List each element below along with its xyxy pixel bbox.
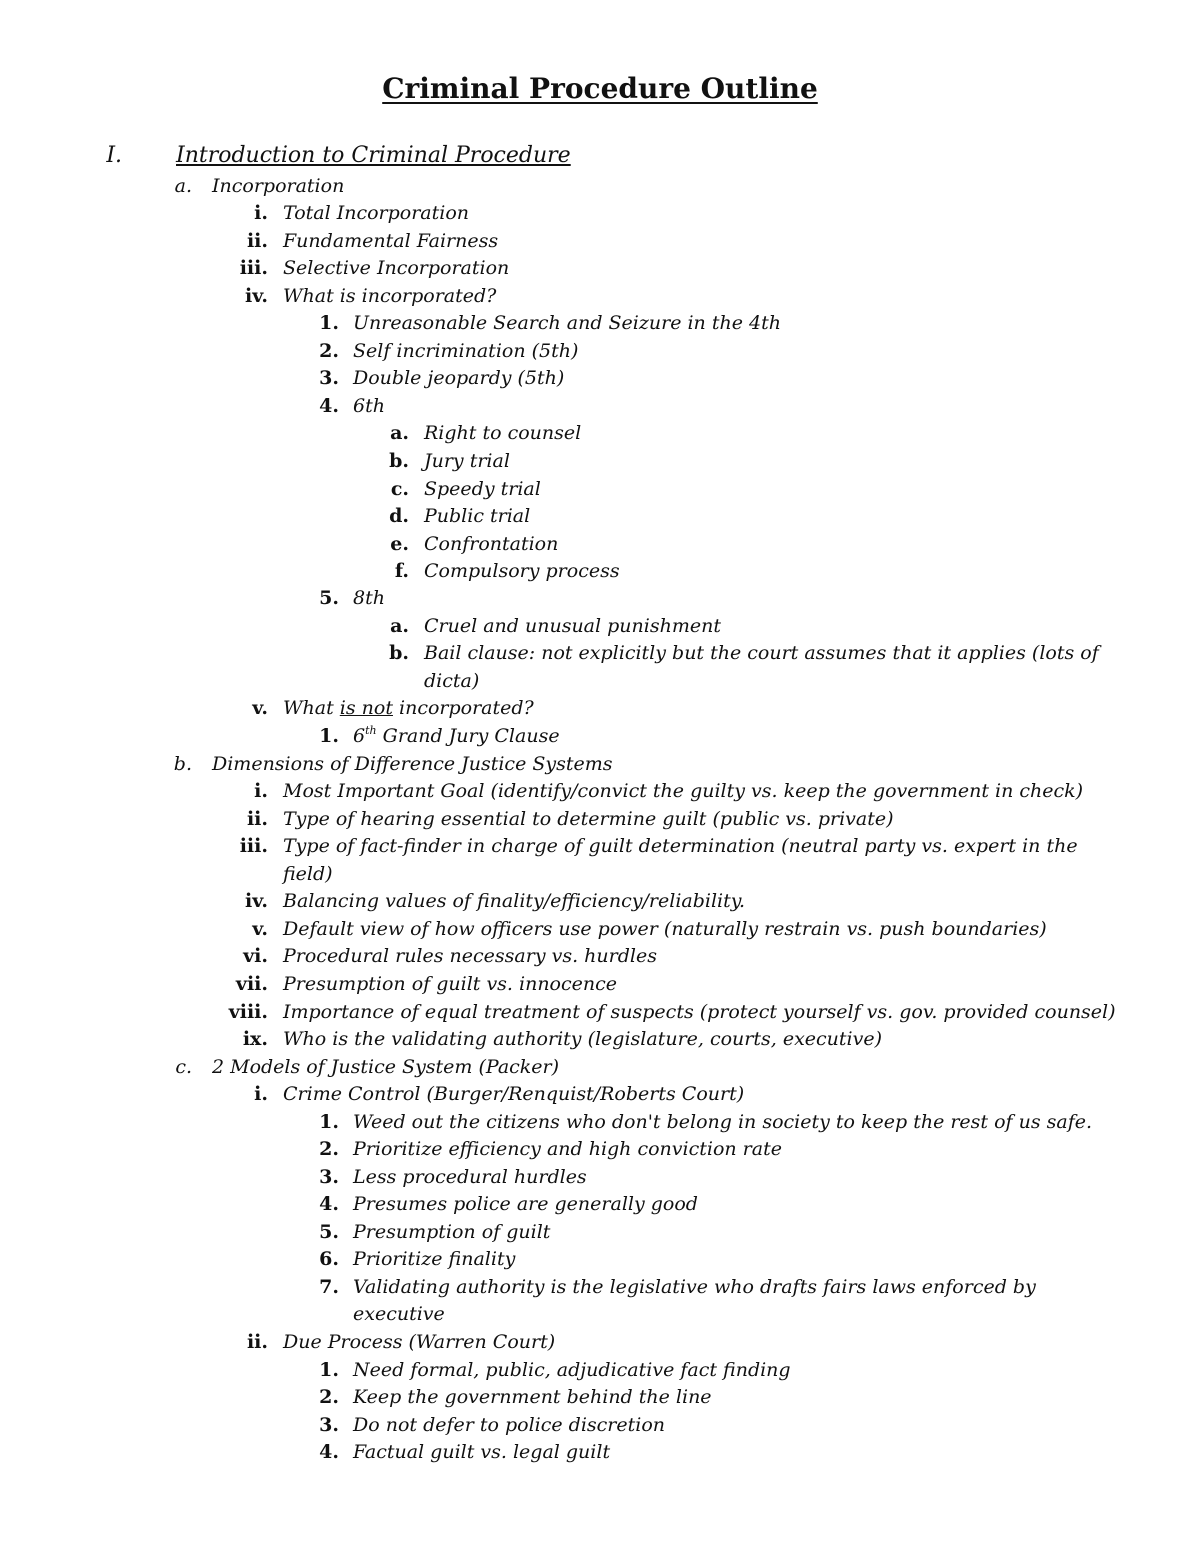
outline-item-b-ix bbox=[0, 1026, 1200, 1056]
outline-item-b-viii bbox=[0, 999, 1200, 1029]
outline-marker: 2. bbox=[319, 1386, 339, 1408]
outline-text: Double jeopardy (5th) bbox=[353, 367, 565, 389]
outline-item-a-iv-4-e bbox=[0, 531, 1200, 561]
outline-marker: 1. bbox=[319, 725, 339, 747]
outline-marker: e. bbox=[390, 533, 409, 555]
outline-item-c-i-2 bbox=[0, 1136, 1200, 1166]
outline-item-a-iv-1 bbox=[0, 310, 1200, 340]
outline-text: Validating authority is the legislative who drafts fairs laws enforced by bbox=[353, 1276, 1036, 1298]
outline-text: Presumption of guilt bbox=[353, 1221, 551, 1243]
outline-text: Balancing values of finality/efficiency/reliability. bbox=[283, 890, 746, 912]
outline-item-c-i-1 bbox=[0, 1109, 1200, 1139]
outline-item-a-iv-4-b bbox=[0, 448, 1200, 478]
outline-item-a-iv-4-c bbox=[0, 476, 1200, 506]
outline-item-b-ii bbox=[0, 806, 1200, 836]
outline-item-a-i bbox=[0, 200, 1200, 230]
outline-marker: d. bbox=[389, 505, 409, 527]
outline-marker: iv. bbox=[245, 285, 268, 307]
outline-item-c-i bbox=[0, 1081, 1200, 1111]
outline-text: Cruel and unusual punishment bbox=[424, 615, 721, 637]
outline-item-continuation bbox=[0, 668, 1200, 698]
outline-marker: 3. bbox=[319, 367, 339, 389]
outline-marker: iii. bbox=[239, 257, 268, 279]
outline-marker: v. bbox=[252, 918, 268, 940]
outline-item-a-iv-5-a bbox=[0, 613, 1200, 643]
outline-marker: 5. bbox=[319, 587, 339, 609]
outline-text: Dimensions of Difference Justice Systems bbox=[212, 753, 613, 775]
outline-item-b-vii bbox=[0, 971, 1200, 1001]
outline-marker: b. bbox=[389, 642, 409, 664]
outline-text: dicta) bbox=[424, 670, 480, 692]
outline-item-c-ii-2 bbox=[0, 1384, 1200, 1414]
outline-marker: 5. bbox=[319, 1221, 339, 1243]
outline-marker: 3. bbox=[319, 1166, 339, 1188]
outline-text: Factual guilt vs. legal guilt bbox=[353, 1441, 611, 1463]
outline-text: Type of hearing essential to determine guilt (public vs. private) bbox=[283, 808, 894, 830]
outline-marker: a. bbox=[174, 175, 192, 197]
outline-text: Prioritize efficiency and high conviction rate bbox=[353, 1138, 782, 1160]
outline-item-a-iii bbox=[0, 255, 1200, 285]
outline-item-b bbox=[0, 751, 1200, 781]
outline-marker: i. bbox=[254, 1083, 268, 1105]
outline-marker: ix. bbox=[242, 1028, 268, 1050]
outline-marker: ii. bbox=[246, 808, 268, 830]
outline-item-c-i-6 bbox=[0, 1246, 1200, 1276]
outline-text: Incorporation bbox=[212, 175, 345, 197]
outline-text: Right to counsel bbox=[424, 422, 582, 444]
outline-text: 8th bbox=[353, 587, 385, 609]
outline-marker: 7. bbox=[319, 1276, 339, 1298]
outline-text: Jury trial bbox=[424, 450, 510, 472]
outline-marker: f. bbox=[394, 560, 409, 582]
outline-marker: 4. bbox=[319, 1193, 339, 1215]
superscript: th bbox=[365, 724, 377, 737]
outline-item-a-iv-4-a bbox=[0, 420, 1200, 450]
outline-text: Importance of equal treatment of suspects (protect yourself vs. gov. provided counsel) bbox=[283, 1001, 1116, 1023]
outline-marker: ii. bbox=[246, 230, 268, 252]
outline-text: Prioritize finality bbox=[353, 1248, 516, 1270]
outline-item-c-ii-3 bbox=[0, 1412, 1200, 1442]
document-title: Criminal Procedure Outline bbox=[382, 72, 818, 105]
outline-item-a-iv-4 bbox=[0, 393, 1200, 423]
outline-marker: iii. bbox=[239, 835, 268, 857]
outline-text: Most Important Goal (identify/convict the guilty vs. keep the government in check) bbox=[283, 780, 1084, 802]
outline-item-section-I bbox=[0, 142, 1200, 172]
outline-item-a-iv-4-d bbox=[0, 503, 1200, 533]
outline-marker: 6. bbox=[319, 1248, 339, 1270]
outline-marker: ii. bbox=[246, 1331, 268, 1353]
outline-text bbox=[353, 723, 560, 749]
outline-marker: I. bbox=[106, 143, 122, 168]
outline-item-continuation bbox=[0, 861, 1200, 891]
outline-item-c bbox=[0, 1054, 1200, 1084]
outline-text: Weed out the citizens who don't belong in society to keep the rest of us safe. bbox=[353, 1111, 1093, 1133]
outline-marker: 1. bbox=[319, 1111, 339, 1133]
text-part: incorporated? bbox=[392, 697, 534, 719]
outline-marker: viii. bbox=[228, 1001, 268, 1023]
outline-text: Do not defer to police discretion bbox=[353, 1414, 666, 1436]
outline-text: Bail clause: not explicitly but the court assumes that it applies (lots of bbox=[424, 642, 1099, 664]
outline-text: Unreasonable Search and Seizure in the 4th bbox=[353, 312, 781, 334]
outline-text: Total Incorporation bbox=[283, 202, 470, 224]
outline-marker: 4. bbox=[319, 1441, 339, 1463]
outline-marker: 4. bbox=[319, 395, 339, 417]
outline-marker: 2. bbox=[319, 1138, 339, 1160]
outline-item-b-iii bbox=[0, 833, 1200, 863]
text-part: What bbox=[283, 697, 340, 719]
outline-text: Who is the validating authority (legislature, courts, executive) bbox=[283, 1028, 883, 1050]
section-heading: Introduction to Criminal Procedure bbox=[176, 143, 571, 168]
outline-text: What is incorporated? bbox=[283, 285, 497, 307]
outline-text: Presumption of guilt vs. innocence bbox=[283, 973, 618, 995]
outline-item-a-iv-3 bbox=[0, 365, 1200, 395]
text-part: Grand Jury Clause bbox=[376, 725, 560, 747]
outline-marker: iv. bbox=[245, 890, 268, 912]
outline-marker: 1. bbox=[319, 1359, 339, 1381]
outline-item-a-iv-4-f bbox=[0, 558, 1200, 588]
outline-marker: 2. bbox=[319, 340, 339, 362]
outline-item-a-iv-2 bbox=[0, 338, 1200, 368]
outline-marker: v. bbox=[252, 697, 268, 719]
outline-text: Need formal, public, adjudicative fact finding bbox=[353, 1359, 791, 1381]
outline-item-c-ii bbox=[0, 1329, 1200, 1359]
outline-marker: c. bbox=[390, 478, 409, 500]
outline-text: Keep the government behind the line bbox=[353, 1386, 712, 1408]
outline-item-c-i-3 bbox=[0, 1164, 1200, 1194]
outline-item-a-iv-5-b bbox=[0, 640, 1200, 670]
outline-text: Selective Incorporation bbox=[283, 257, 510, 279]
outline-marker: i. bbox=[254, 780, 268, 802]
outline-marker: vi. bbox=[243, 945, 268, 967]
outline-item-b-v bbox=[0, 916, 1200, 946]
text-part: 6 bbox=[353, 725, 366, 747]
outline-text: field) bbox=[283, 863, 333, 885]
outline-item-a-ii bbox=[0, 228, 1200, 258]
outline-item-continuation bbox=[0, 1301, 1200, 1331]
outline-item-b-iv bbox=[0, 888, 1200, 918]
outline-text: Less procedural hurdles bbox=[353, 1166, 587, 1188]
outline-marker: 3. bbox=[319, 1414, 339, 1436]
outline-item-c-ii-4 bbox=[0, 1439, 1200, 1469]
outline-item-c-i-7 bbox=[0, 1274, 1200, 1304]
outline-text: 2 Models of Justice System (Packer) bbox=[212, 1056, 560, 1078]
outline-item-c-i-4 bbox=[0, 1191, 1200, 1221]
outline-text: Public trial bbox=[424, 505, 531, 527]
outline-marker: c. bbox=[175, 1056, 192, 1078]
outline-item-c-i-5 bbox=[0, 1219, 1200, 1249]
outline-item-a-iv bbox=[0, 283, 1200, 313]
outline-text bbox=[283, 695, 534, 721]
outline-text: Compulsory process bbox=[424, 560, 620, 582]
outline-item-a-v-1 bbox=[0, 723, 1200, 753]
outline-marker: a. bbox=[390, 615, 409, 637]
outline-item-b-vi bbox=[0, 943, 1200, 973]
outline-text: Crime Control (Burger/Renquist/Roberts Court) bbox=[283, 1083, 745, 1105]
outline-marker: i. bbox=[254, 202, 268, 224]
outline-text: 6th bbox=[353, 395, 385, 417]
outline-marker: a. bbox=[390, 422, 409, 444]
outline-text: Type of fact-finder in charge of guilt determination (neutral party vs. expert in the bbox=[283, 835, 1078, 857]
outline-text: Default view of how officers use power (naturally restrain vs. push boundaries) bbox=[283, 918, 1047, 940]
outline-item-b-i bbox=[0, 778, 1200, 808]
outline-marker: b. bbox=[389, 450, 409, 472]
outline-item-a-iv-5 bbox=[0, 585, 1200, 615]
outline-text: Speedy trial bbox=[424, 478, 541, 500]
outline-marker: 1. bbox=[319, 312, 339, 334]
outline-text: Confrontation bbox=[424, 533, 559, 555]
outline-text: Self incrimination (5th) bbox=[353, 340, 579, 362]
outline-text: executive bbox=[353, 1303, 445, 1325]
outline-marker: vii. bbox=[235, 973, 268, 995]
outline-item-a-v bbox=[0, 695, 1200, 725]
outline-text: Due Process (Warren Court) bbox=[283, 1331, 556, 1353]
outline-item-a bbox=[0, 173, 1200, 203]
outline-text: Presumes police are generally good bbox=[353, 1193, 698, 1215]
underlined-text: is not bbox=[339, 697, 393, 719]
outline-marker: b. bbox=[173, 753, 192, 775]
outline-text: Procedural rules necessary vs. hurdles bbox=[283, 945, 657, 967]
outline-item-c-ii-1 bbox=[0, 1357, 1200, 1387]
outline-text: Fundamental Fairness bbox=[283, 230, 499, 252]
